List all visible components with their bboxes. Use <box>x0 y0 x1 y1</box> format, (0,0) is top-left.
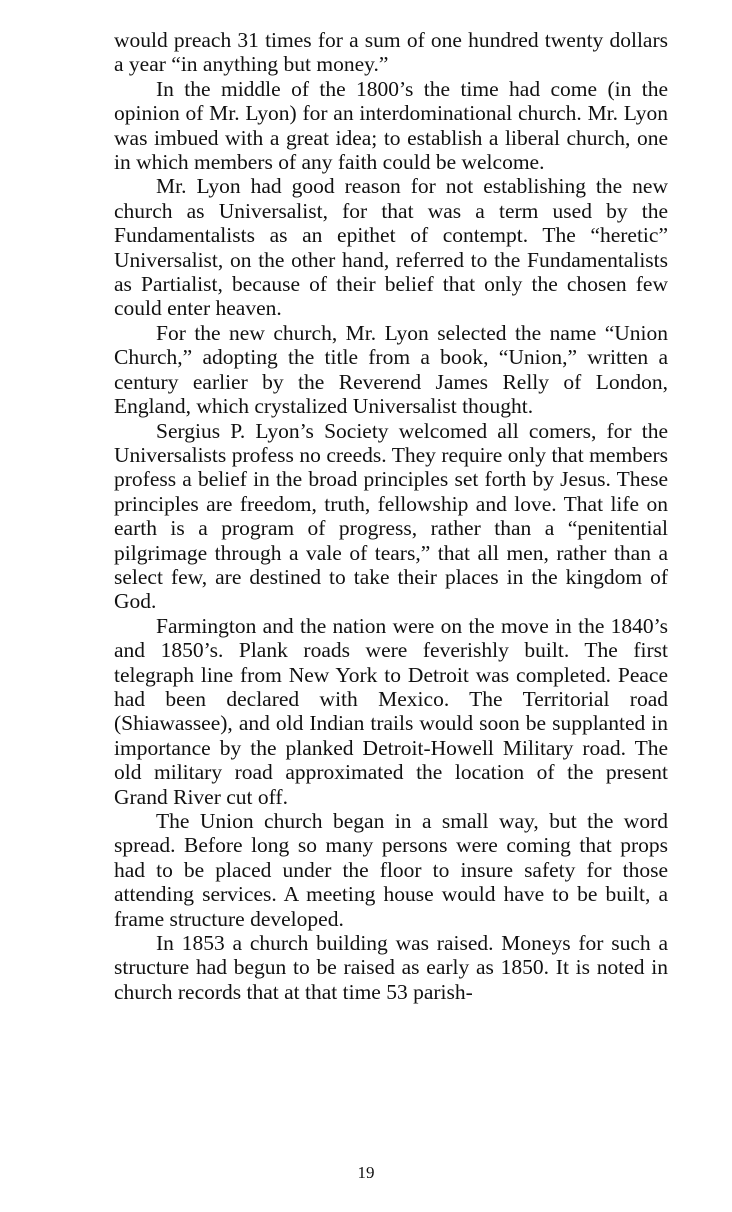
paragraph-7: The Union church began in a small way, but the word spread. Before long so many persons were coming that props had to be placed under the floor to insure safety for those attending services. A meeting house would have to be built, a frame structure developed. <box>114 809 668 931</box>
page-body <box>114 28 668 1004</box>
page-number: 19 <box>357 1163 375 1182</box>
paragraph-2: In the middle of the 1800’s the time had come (in the opinion of Mr. Lyon) for an interdominational church. Mr. Lyon was imbued with a great idea; to establish a liberal church, one in which members of any faith could be welcome. <box>114 76 668 175</box>
paragraph-5: Sergius P. Lyon’s Society welcomed all comers, for the Universalists profess no creeds. They require only that members profess a belief in the broad principles set forth by Jesus. These principles are freedom, truth, fellowship and love. That life on earth is a program of progress, rather than a “penitential pilgrimage through a vale of tears,” that all men, rather than a select few, are destined to take their places in the kingdom of God. <box>114 418 668 614</box>
paragraph-3: Mr. Lyon had good reason for not establishing the new church as Universalist, for that was a term used by the Fundamentalists as an epithet of contempt. The “heretic” Universalist, on the other hand, referred to the Fundamentalists as Partialist, because of their belief that only the chosen few could enter heaven. <box>114 174 668 321</box>
paragraph-8: In 1853 a church building was raised. Moneys for such a structure had begun to be raised as early as 1850. It is noted in church records that at that time 53 parish- <box>114 931 668 1004</box>
paragraph-4: For the new church, Mr. Lyon selected the name “Union Church,” adopting the title from a book, “Union,” written a century earlier by the Reverend James Relly of London, England, which crystalized Universalist thought. <box>114 320 668 419</box>
paragraph-1: would preach 31 times for a sum of one hundred twenty dollars a year “in anything but money.” <box>114 28 668 77</box>
paragraph-6: Farmington and the nation were on the move in the 1840’s and 1850’s. Plank roads were feverishly built. The first telegraph line from New York to Detroit was completed. Peace had been declared with Mexico. The Territorial road (Shiawassee), and old Indian trails would soon be supplanted in importance by the planked Detroit-Howell Military road. The old military road approximated the location of the present Grand River cut off. <box>114 613 668 809</box>
